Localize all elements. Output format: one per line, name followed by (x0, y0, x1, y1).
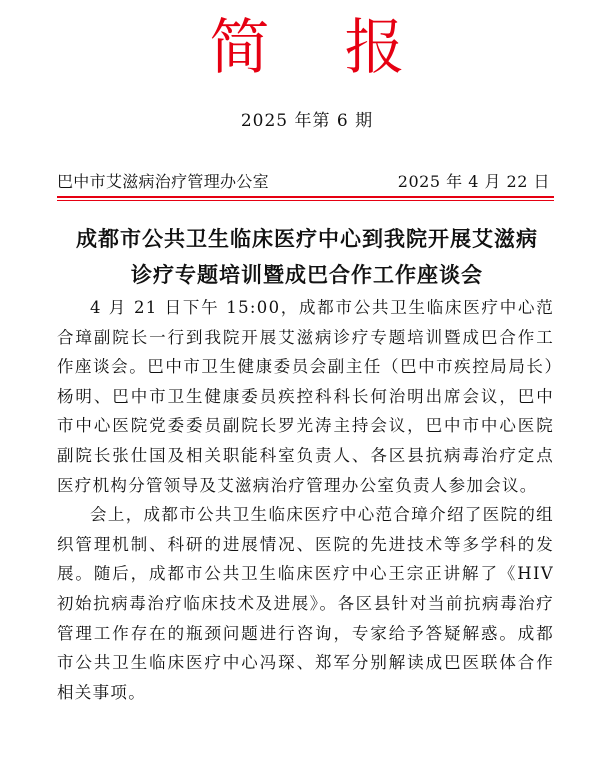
issue-number: 2025 年第 6 期 (240, 111, 374, 131)
paragraph-2: 会上，成都市公共卫生临床医疗中心范合璋介绍了医院的组织管理机制、科研的进展情况、医院的先进技术等多学科的发展。随后，成都市公共卫生临床医疗中心王宗正讲解了《HIV 初始抗病毒治疗临床技术及进展》。各区县针对当前抗病毒治疗管理工作存在的瓶颈问题进行咨询，专家给予答疑解惑。成都市公共卫生临床医疗中心冯琛、郑军分别解读成巴医联体合作相关事项。 (57, 505, 554, 702)
red-divider-thick (57, 196, 554, 198)
masthead-title: 简 报 (209, 13, 433, 83)
headline-line-2: 诊疗专题培训暨成巴合作工作座谈会 (131, 263, 483, 287)
paragraph-1: 4 月 21 日下午 15:00，成都市公共卫生临床医疗中心范合璋副院长一行到我院开展艾滋病诊疗专题培训暨成巴合作工作座谈会。巴中市卫生健康委员会副主任（巴中市疾控局局长）杨明、巴中市卫生健康委员疾控科科长何治明出席会议，巴中市中心医院党委委员副院长罗光涛主持会议，巴中市中心医院副院长张仕国及相关职能科室负责人、各区县抗病毒治疗定点医疗机构分管领导及艾滋病治疗管理办公室负责人参加会议。 (57, 298, 554, 495)
issuer-row (57, 171, 554, 193)
issuing-organization: 巴中市艾滋病治疗管理办公室 (57, 172, 269, 191)
article-body (57, 293, 554, 707)
headline-line-1: 成都市公共卫生临床医疗中心到我院开展艾滋病 (76, 227, 538, 251)
article-headline (40, 221, 574, 293)
issue-date: 2025 年 4 月 22 日 (397, 172, 550, 191)
red-divider-thin (57, 200, 554, 201)
